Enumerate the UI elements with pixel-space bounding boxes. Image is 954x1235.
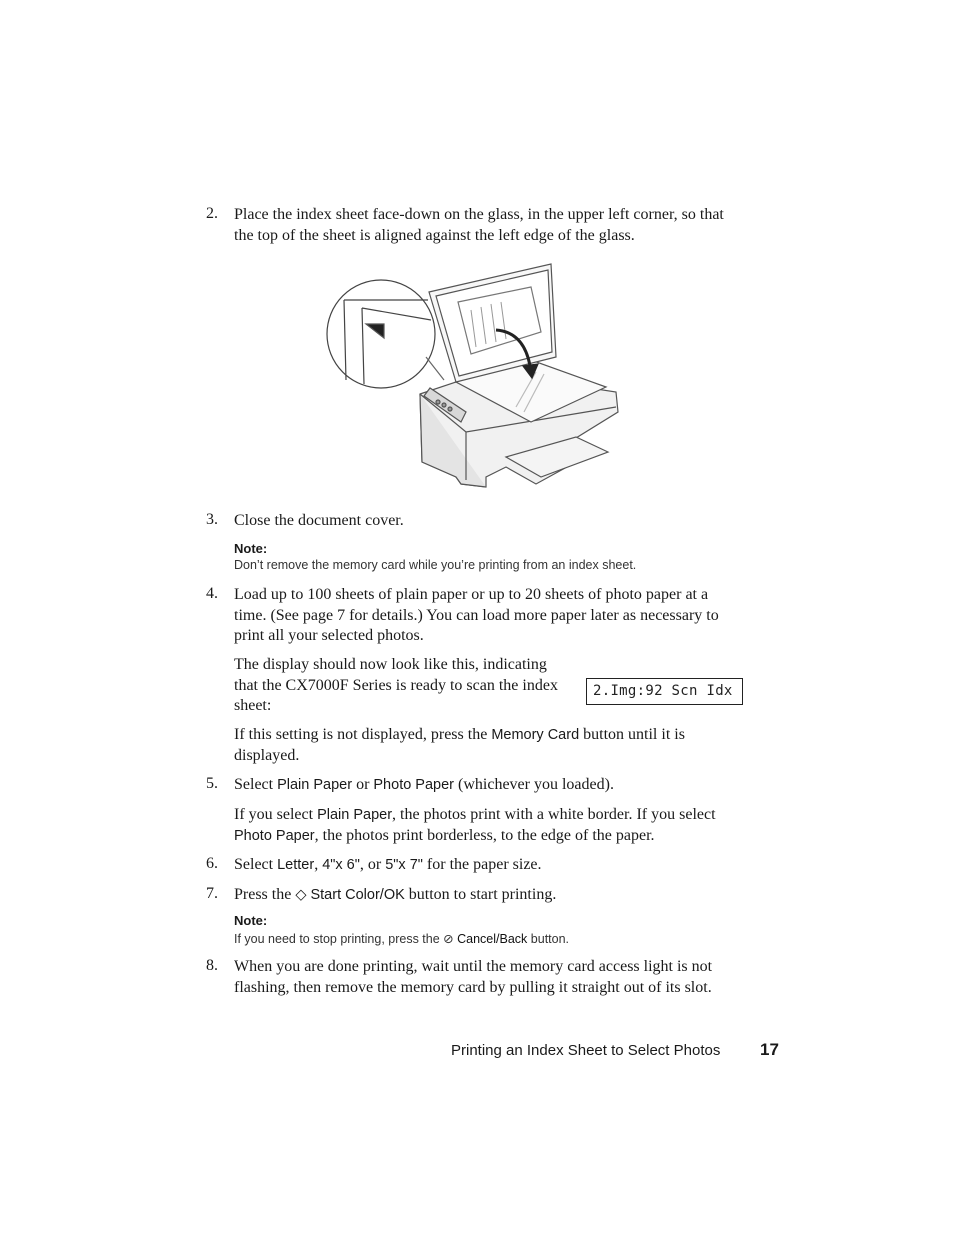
cancel-back-label: Cancel/Back (457, 932, 528, 946)
step-text: Select Letter, 4"x 6", or 5"x 7" for the paper size. (234, 856, 542, 873)
step-text: When you are done printing, wait until the memory card access light is not flashing, then remove the memory card by pulling it straight out of its slot. (234, 958, 713, 996)
step-text: Place the index sheet face-down on the glass, in the upper left corner, so that the top of the sheet is aligned against the left edge of the glass. (234, 206, 724, 244)
letter-label: Letter (277, 857, 315, 873)
step-number: 3. (206, 511, 218, 528)
paper-explanation: If you select Plain Paper, the photos print with a white border. If you select Photo Paper, the photos print borderless, to the edge of the paper. (234, 806, 716, 844)
memory-card-button-label: Memory Card (491, 727, 580, 743)
running-footer-title: Printing an Index Sheet to Select Photos (451, 1042, 721, 1059)
cancel-icon: ⊘ (443, 932, 454, 946)
step-number: 8. (206, 957, 218, 974)
step-number: 5. (206, 775, 218, 792)
step-number: 7. (206, 885, 218, 902)
scanner-illustration (326, 262, 628, 490)
note-heading: Note: (234, 541, 268, 556)
step-text: Load up to 100 sheets of plain paper or up to 20 sheets of photo paper at a time. (See page 7 for details.) You can load more paper later as necessary to print all your selected photos. (234, 586, 719, 644)
display-description: The display should now look like this, indicating that the CX7000F Series is ready to scan the index sheet: (234, 656, 558, 714)
note-text: Don’t remove the memory card while you’re printing from an index sheet. (234, 558, 637, 572)
memory-card-instruction: If this setting is not displayed, press the Memory Card button until it is displayed. (234, 726, 685, 764)
step-text: Press the ◇ Start Color/OK button to start printing. (234, 886, 557, 903)
step-number: 4. (206, 585, 218, 602)
size-5x7-label: 5"x 7" (385, 857, 423, 873)
photo-paper-label: Photo Paper (234, 827, 315, 844)
size-4x6-label: 4"x 6" (322, 857, 360, 873)
note-text: If you need to stop printing, press the ⊘ Cancel/Back button. (234, 932, 570, 946)
start-diamond-icon: ◇ (295, 887, 307, 903)
plain-paper-label: Plain Paper (317, 807, 393, 823)
step-number: 6. (206, 855, 218, 872)
step-text: Select Plain Paper or Photo Paper (whichever you loaded). (234, 776, 614, 793)
start-color-ok-label: Start Color/OK (310, 887, 405, 903)
page-number: 17 (760, 1040, 779, 1059)
step-number: 2. (206, 205, 218, 222)
lcd-display: 2.Img:92 Scn Idx (586, 678, 743, 705)
note-heading: Note: (234, 913, 268, 928)
step-text: Close the document cover. (234, 512, 404, 529)
photo-paper-label: Photo Paper (373, 777, 455, 793)
plain-paper-label: Plain Paper (277, 777, 353, 793)
